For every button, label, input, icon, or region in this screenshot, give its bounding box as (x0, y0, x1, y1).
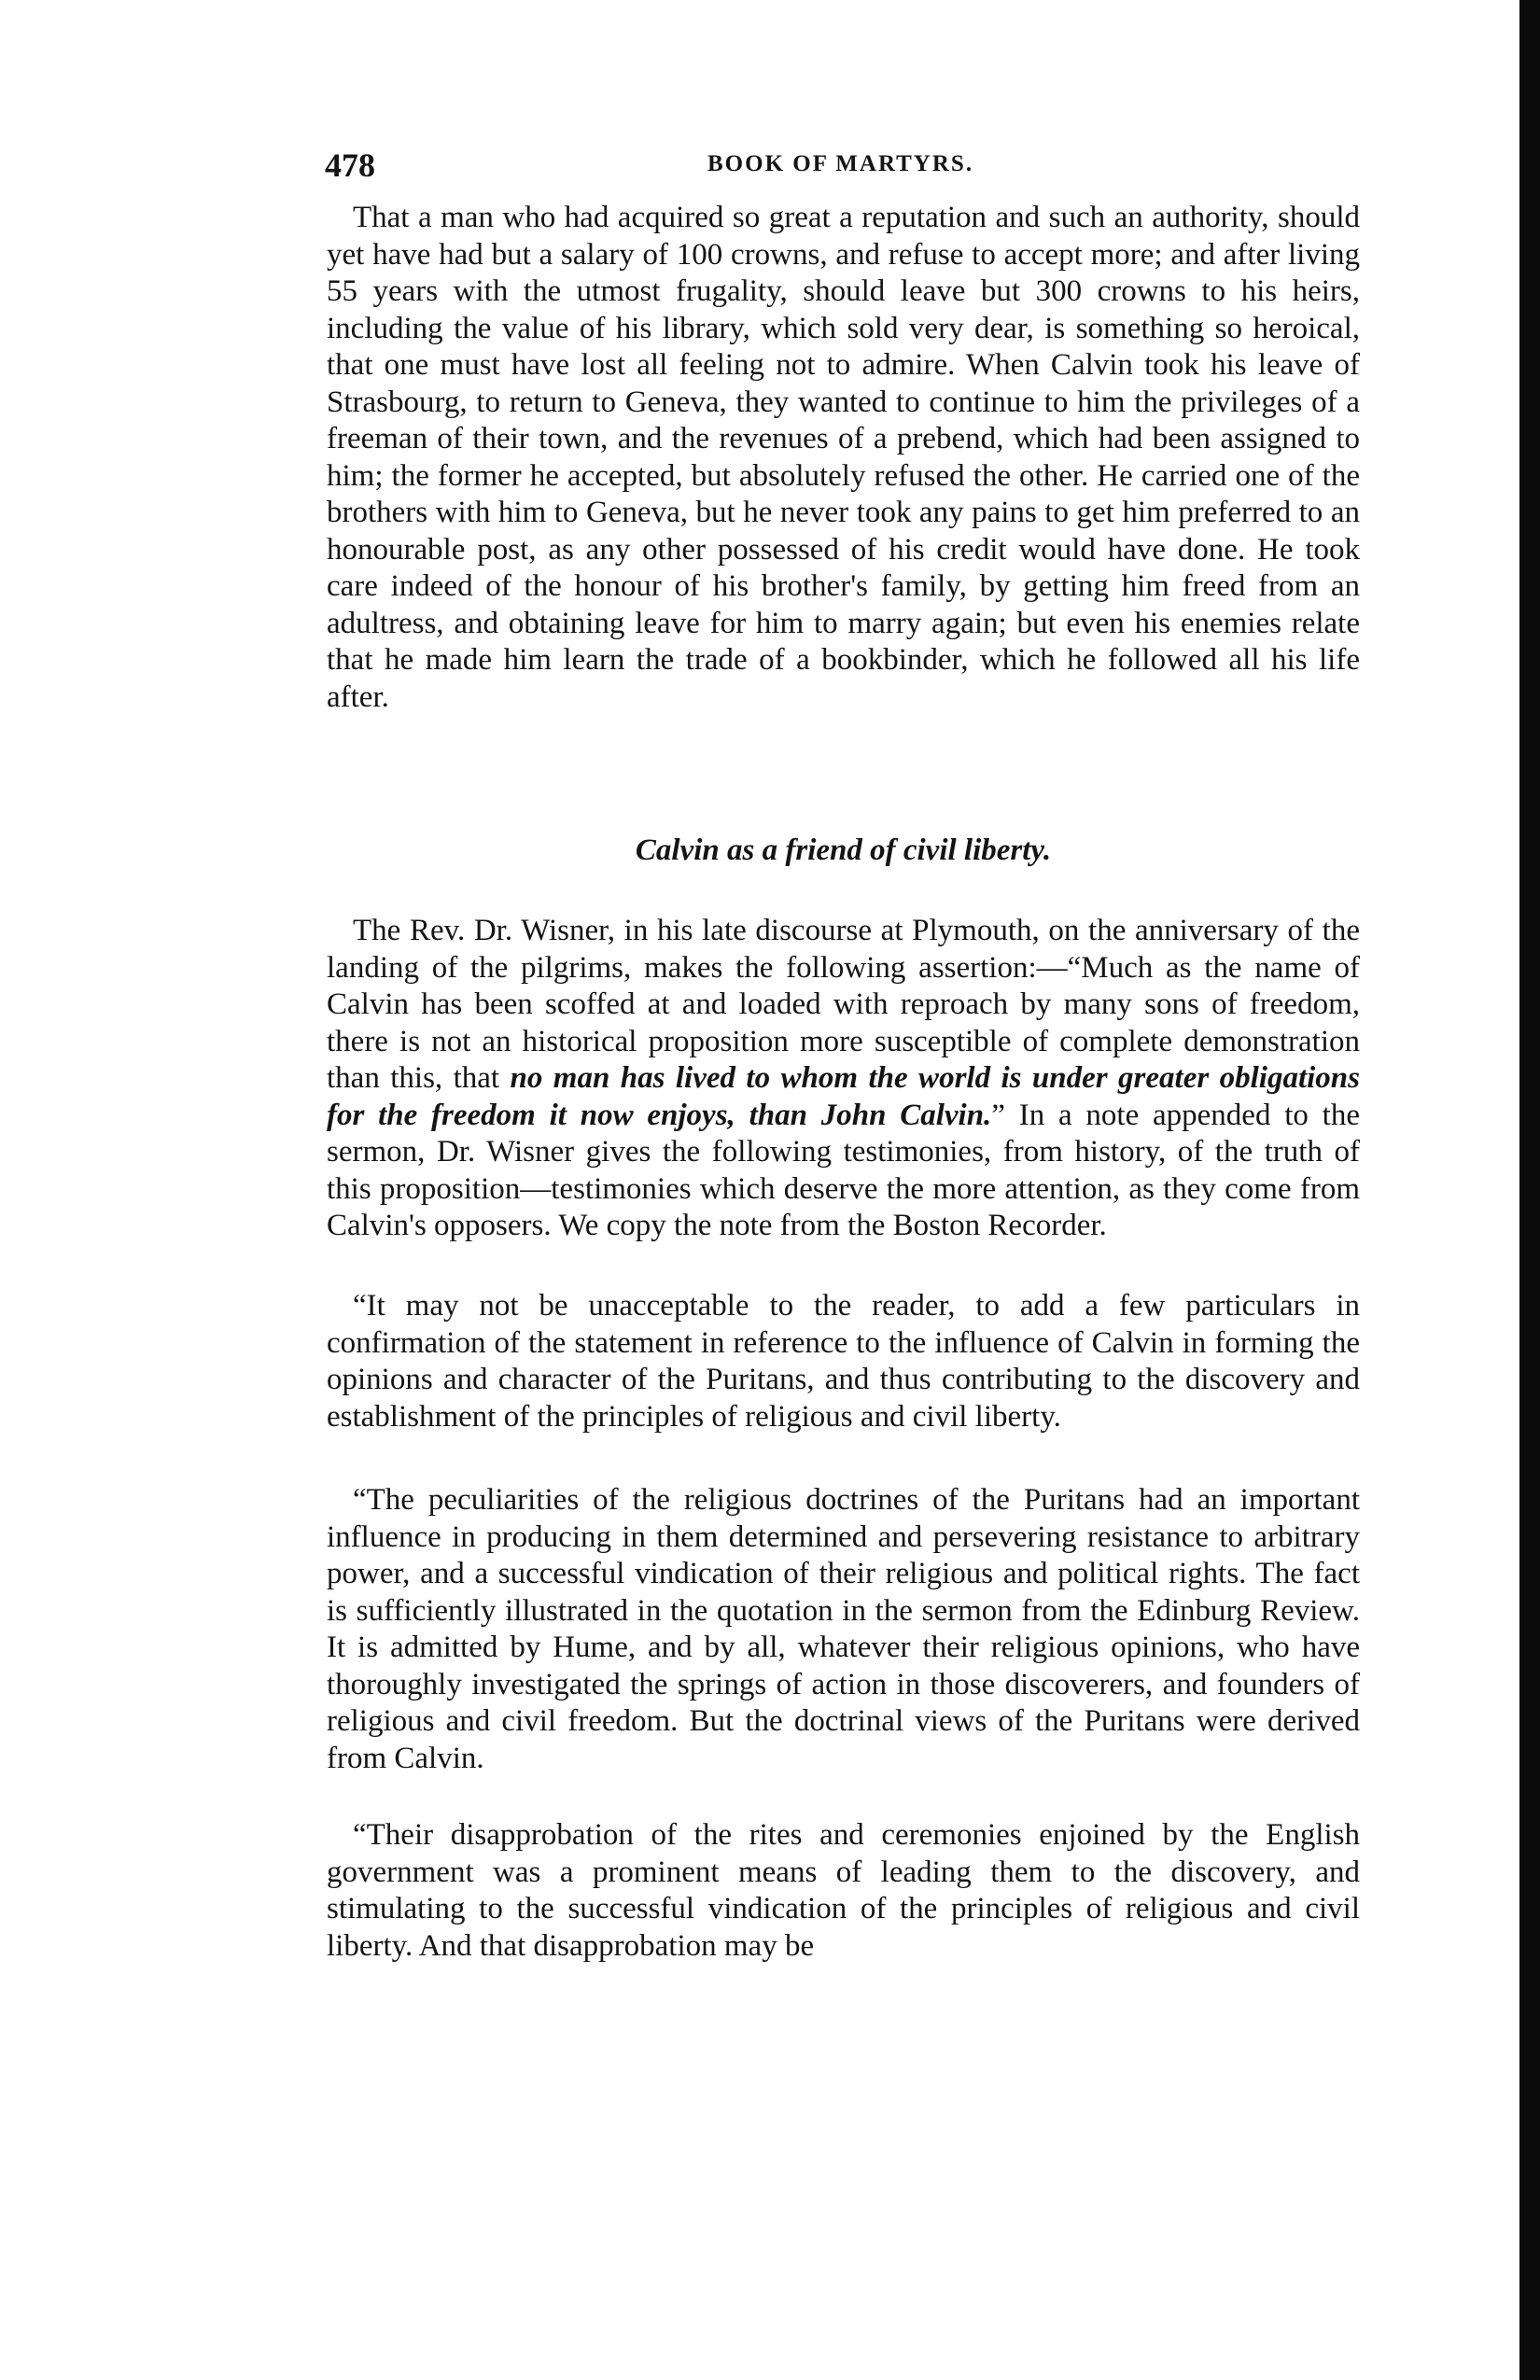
scan-edge (1519, 0, 1540, 2380)
paragraph-rites-ceremonies: “Their disapprobation of the rites and ceremonies enjoined by the English government was a prominent means of leading them to the discovery, and stimulating to the successful vindication of the principles of religious and civil liberty. And that disapprobation may be (327, 1818, 1360, 1963)
page-number: 478 (325, 147, 375, 184)
paragraph-wisner-italic-quote: no man has lived to whom the world is under greater obligations for the freedom it now enjoys, than John Calvin. (327, 1061, 1360, 1132)
paragraph-wisner-text-after: ” In a note appended to the sermon, Dr. Wisner gives the following testimonies, from history, of the truth of this proposition—testimonies which deserve the more attention, as they come from Calvin's opposers. We copy the note from the Boston Recorder. (327, 1098, 1360, 1242)
section-heading: Calvin as a friend of civil liberty. (635, 833, 1052, 867)
paragraph-frugality: That a man who had acquired so great a reputation and such an authority, should yet have had but a salary of 100 crowns, and refuse to accept more; and after living 55 years with the utmost frugality, should leave but 300 crowns to his heirs, including the value of his library, which sold very dear, is something so heroical, that one must have lost all feeling not to admire. When Calvin took his leave of Strasbourg, to return to Geneva, they wanted to continue to him the privileges of a freeman of their town, and the revenues of a prebend, which had been assigned to him; the former he accepted, but absolutely refused the other. He carried one of the brothers with him to Geneva, but he never took any pains to get him preferred to an honourable post, as any other possessed of his credit would have done. He took care indeed of the honour of his brother's family, by getting him freed from an adultress, and obtaining leave for him to marry again; but even his enemies relate that he made him learn the trade of a bookbinder, which he followed all his life after. (327, 201, 1360, 714)
page-header (325, 146, 1361, 189)
paragraph-wisner (327, 913, 1360, 1245)
paragraph-puritan-doctrines: “The peculiarities of the religious doctrines of the Puritans had an important influence in producing in them determined and persevering resistance to arbitrary power, and a successful vindication of their religious and political rights. The fact is sufficiently illustrated in the quotation in the sermon from the Edinburg Review. It is admitted by Hume, and by all, whatever their religious opinions, who have thoroughly investigated the springs of action in those discoverers, and founders of religious and civil freedom. But the doctrinal views of the Puritans were derived from Calvin. (327, 1483, 1360, 1775)
paragraph-wisner-text-before: The Rev. Dr. Wisner, in his late discourse at Plymouth, on the anniversary of the landing of the pilgrims, makes the following assertion:—“Much as the name of Calvin has been scoffed at and loaded with reproach by many sons of freedom, there is not an historical proposition more susceptible of complete demonstration than this, that (327, 914, 1360, 1095)
running-head: BOOK OF MARTYRS. (707, 151, 974, 176)
paragraph-note-intro: “It may not be unacceptable to the reader, to add a few particulars in confirmation of the statement in reference to the influence of Calvin in forming the opinions and character of the Puritans, and thus contributing to the discovery and establishment of the principles of religious and civil liberty. (327, 1289, 1360, 1434)
